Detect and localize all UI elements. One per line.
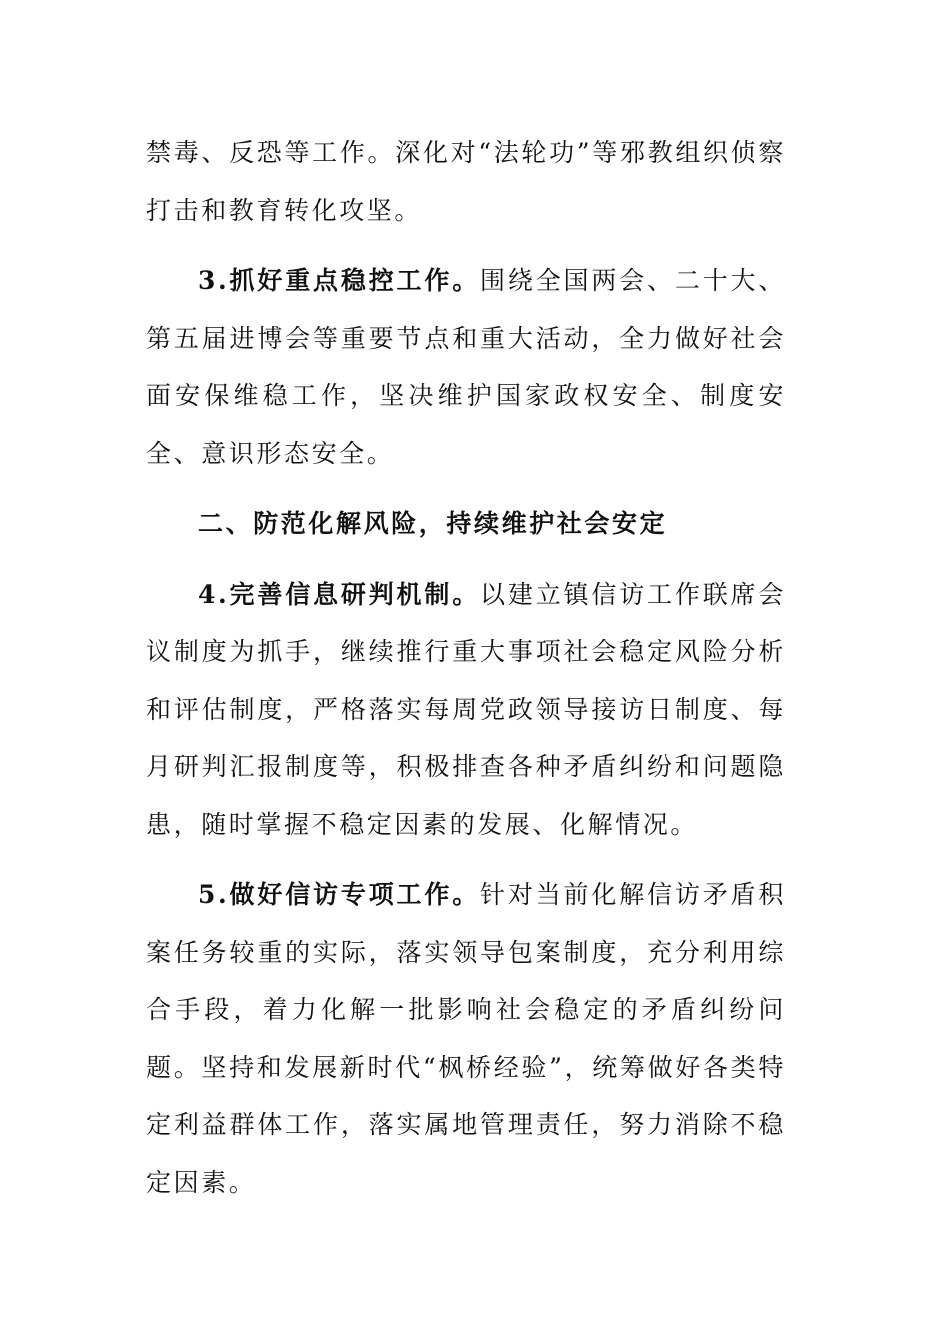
item-lead-heading: 4.完善信息研判机制。 xyxy=(198,579,481,609)
item-lead-heading: 5.做好信访专项工作。 xyxy=(198,880,481,909)
paragraph-text: 针对当前化解信访矛盾积案任务较重的实际，落实领导包案制度，充分利用综合手段，着力化解一批影响社会稳定的矛盾纠纷问题。坚持和发展新时代“枫桥经验”，统筹做好各类特定利益群体工作，落实属地管理责任，努力消除不稳定因素。 xyxy=(146,880,786,1197)
paragraph-item-5 xyxy=(146,866,786,1211)
paragraph-continued xyxy=(146,124,786,239)
item-lead-heading: 3.抓好重点稳控工作。 xyxy=(198,266,481,295)
document-body xyxy=(146,124,786,1211)
paragraph-text: 围绕全国两会、二十大、第五届进博会等重要节点和重大活动，全力做好社会面安保维稳工作，坚决维护国家政权安全、制度安全、意识形态安全。 xyxy=(146,266,786,468)
paragraph-item-3 xyxy=(146,252,786,482)
section-heading: 二、防范化解风险，持续维护社会安定 xyxy=(198,509,668,538)
paragraph-text: 以建立镇信访工作联席会议制度为抓手，继续推行重大事项社会稳定风险分析和评估制度，严格落实每周党政领导接访日制度、每月研判汇报制度等，积极排查各种矛盾纠纷和问题隐患，随时掌握不稳定因素的发展、化解情况。 xyxy=(146,579,786,839)
paragraph-item-4 xyxy=(146,566,786,854)
paragraph-text: 禁毒、反恐等工作。深化对“法轮功”等邪教组织侦察打击和教育转化攻坚。 xyxy=(146,138,786,225)
